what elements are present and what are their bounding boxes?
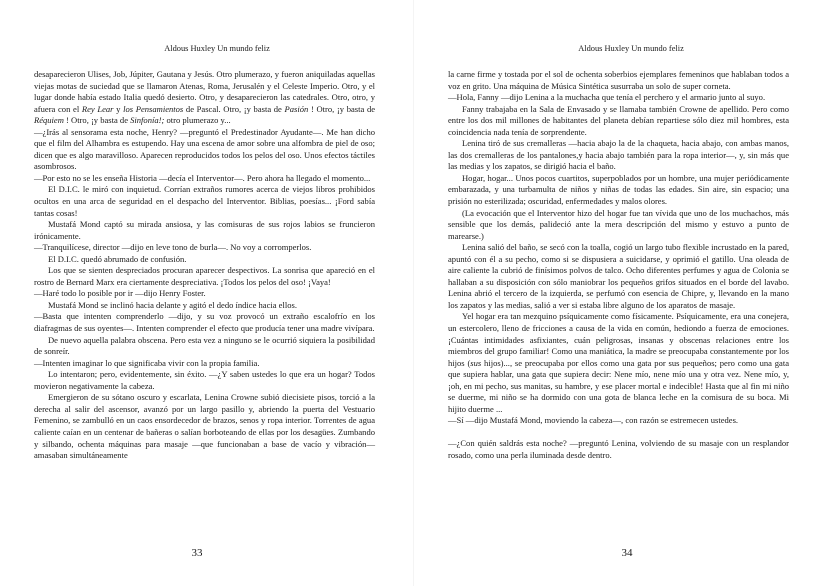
paragraph: —Tranquilícese, director —dijo en leve tono de burla—. No voy a corromperlos. [34,242,312,253]
paragraph: —Haré todo lo posible por ir —dijo Henry Foster. [34,288,206,299]
paragraph: De nuevo aquella palabra obscena. Pero esta vez a ninguno se le ocurrió siquiera la posibilidad de sonreír. [34,334,375,357]
paragraph: —Por esto no se les enseña Historia —decía el Interventor—. Pero ahora ha llegado el momento... [34,172,371,183]
paragraph: (La evocación que el Interventor hizo del hogar fue tan vívida que uno de los muchachos, más sensible que los demás, palideció ante la mera descripción del mismo y estuvo a punto de marearse.) [448,207,789,241]
paragraph: —Sí —dijo Mustafá Mond, moviendo la cabeza—, con razón se estremecen ustedes. [448,415,739,426]
paragraph: —Basta que intenten comprenderlo —dijo, y su voz provocó un extraño escalofrío en los diafragmas de sus oyentes—. Intenten comprender el efecto que producía tener una madre vivípara. [34,311,375,334]
paragraph: Hogar, hogar... Unos pocos cuartitos, superpoblados por un hombre, una mujer periódicamente embarazada, y una turbamulta de niños y niñas de todas las edades. Sin aire, sin espacio; una prisión no esterilizada; oscuridad, enfermedades y malos olores. [448,172,789,207]
paragraph: Yel hogar era tan mezquino psíquicamente como físicamente. Psíquicamente, era una conejera, un estercolero, lleno de fricciones a causa de la vida en común, hediondo a fuerza de emociones. ¡Cuántas intimidades asfixiantes, cuán peligrosas, insanas y obscenas relaciones entre los miembros del grupo familiar! Como una maniática, la madre se preocupaba constantemente por los hijos (sus hijos)..., se preocupaba por ellos como una gata por sus pequeños; pero como una gata que supiera hablar, una gata que supiera decir: Nene mío, nene mío una y otra vez. Nene mío, y, ¡oh, en mi pecho, sus manitas, su hambre, y ese placer mortal e indecible! Hasta que al fin mi niño se duerme, mi niño se ha dormido con una gota de blanca leche en la comisura de su boca. Mi hijito duerme ... [448,311,789,414]
paragraph: —¿Con quién saldrás esta noche? —preguntó Lenina, volviendo de su masaje con un resplandor rosado, como una perla iluminada desde dentro. [448,438,789,460]
paragraph: Lenina tiró de sus cremalleras —hacia abajo la de la chaqueta, hacia abajo, con ambas manos, las dos cremalleras de los pantalones,y hacia abajo también para la ropa interior—, y, sin más que las medias y los zapatos, se dirigió hacia el baño. [448,138,789,172]
running-head-left: Aldous Huxley Un mundo feliz [164,44,270,53]
paragraph: —¿Irás al sensorama esta noche, Henry? —preguntó el Predestinador Ayudante—. Me han dicho que el film del Alhambra es estupendo. Hay una escena de amor sobre una alfombra de piel de oso; dicen que es algo maravilloso. Aparecen reproducidos todos los pelos del oso. Unos efectos táctiles asombrosos. [34,126,375,172]
page-number-right: 34 [621,547,633,559]
paragraph: El D.I.C. le miró con inquietud. Corrían extraños rumores acerca de viejos libros prohibidos ocultos en una arca de seguridad en el despacho del Interventor. Biblias, poesías... ¡Ford sabía tantas cosas! [34,184,375,218]
paragraph: Los que se sienten despreciados procuran aparecer despectivos. La sonrisa que apareció en el rostro de Bernard Marx era ciertamente despreciativa. ¡Todos los pelos del oso! ¡Vaya! [34,265,375,287]
paragraph: la carne firme y tostada por el sol de ochenta soberbios ejemplares femeninos que hablaban todos a voz en grito. Una máquina de Música Sintética susurraba un solo de super corneta. [448,69,789,91]
right-page-body [448,69,789,462]
paragraph: El D.I.C. quedó abrumado de confusión. [48,253,187,264]
paragraph: Mustafá Mond se inclinó hacia delante y agitó el dedo índice hacia ellos. [48,299,297,310]
paragraph: desaparecieron Ulises, Job, Júpiter, Gautana y Jesús. Otro plumerazo, y fueron aniquiladas aquellas viejas motas de suciedad que se llamaron Atenas, Roma, Jerusalén y el Celeste Imperio. Otro, y el lugar donde había estado Italia quedó desierto. Otro, y desaparecieron las catedrales. Otro, otro, y afuera con el Rey Lear y los Pensamientos de Pascal. Otro, ¡y basta de Pasión ! Otro, ¡y basta de Réquiem ! Otro, ¡y basta de Sinfonía!; otro plumerazo y... [34,69,376,126]
page-number-left: 33 [191,547,203,559]
left-page-body [34,69,375,462]
paragraph: Lenina salió del baño, se secó con la toalla, cogió un largo tubo flexible incrustado en la pared, apuntó con él a su pecho, como si se dispusiera a suicidarse, y oprimió el gatillo. Una oleada de aire caliente la cubrió de finísimos polvos de talco. Ocho diferentes perfumes y agua de Colonia se hallaban a su disposición con sólo maniobrar los pequeños grifos situados en el borde del lavabo. Lenina abrió el tercero de la izquierda, se perfumó con esencia de Chipre, y, llevando en la mano los zapatos y las medias, salió a ver si estaba libre alguno de los aparatos de masaje. [448,242,789,310]
paragraph: —Hola, Fanny —dijo Lenina a la muchacha que tenía el perchero y el armario junto al suyo. [448,92,766,103]
paragraph: Emergieron de su sótano oscuro y escarlata, Lenina Crowne subió diecisiete pisos, torció a la derecha al salir del ascensor, avanzó por un largo pasillo y, abriendo la puerta del Vestuario Femenino, se zambulló en un caos ensordecedor de brazos, senos y ropa interior. Torrentes de agua caliente caían en un centenar de bañeras o salían borboteando de ellas por los desagües. Zumbando y silbando, ochenta máquinas para masaje —que funcionaban a base de vacío y vibración— amasaban simultáneamente [34,392,375,461]
paragraph: Lo intentaron; pero, evidentemente, sin éxito. —¿Y saben ustedes lo que era un hogar? Todos movieron negativamente la cabeza. [34,369,375,391]
paragraph: —Intenten imaginar lo que significaba vivir con la propia familia. [34,357,260,368]
paragraph: Mustafá Mond captó su mirada ansiosa, y las comisuras de sus rojos labios se fruncieron irónicamente. [34,219,375,241]
running-head-right: Aldous Huxley Un mundo feliz [578,44,684,53]
paragraph: Fanny trabajaba en la Sala de Envasado y se llamaba también Crowne de apellido. Pero como entre los dos mil millones de habitantes del planeta debían repartiese sólo diez mil hombres, esta coincidencia nada tenía de sorprendente. [448,103,789,137]
